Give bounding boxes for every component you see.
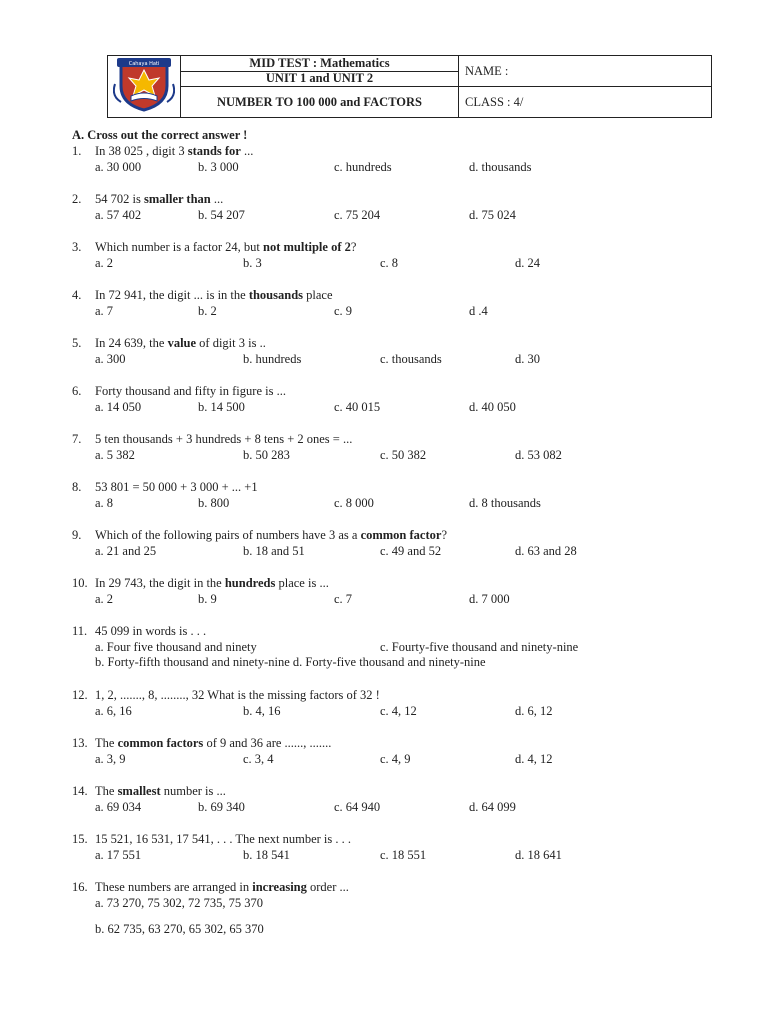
answer-option[interactable]: b. Forty-fifth thousand and ninety-nine d. Forty-five thousand and ninety-nine	[95, 655, 486, 669]
school-logo	[113, 56, 175, 112]
question-stem-end: number is ...	[160, 784, 226, 798]
question-number: 3.	[72, 240, 82, 254]
question-keyword: stands for	[187, 144, 241, 158]
answer-option[interactable]: d. 30	[515, 352, 540, 366]
answer-option[interactable]: a. 14 050	[95, 400, 142, 414]
question-text	[72, 384, 286, 399]
question-stem-end: ...	[240, 144, 254, 158]
question-number: 4.	[72, 288, 82, 302]
answer-option[interactable]: a. 2	[95, 592, 114, 606]
question-number: 12.	[72, 688, 88, 702]
question-stem-end: ...	[210, 192, 224, 206]
question-stem: In 29 743, the digit in the	[95, 576, 225, 590]
answer-option[interactable]: b. 800	[198, 496, 230, 510]
question-stem: 15 521, 16 531, 17 541, . . . The next number is . . .	[95, 832, 351, 846]
question-stem-end: of 9 and 36 are ......, .......	[203, 736, 332, 750]
question-text	[72, 736, 331, 751]
answer-option[interactable]: a. 5 382	[95, 448, 135, 462]
answer-option[interactable]: b. 62 735, 63 270, 65 302, 65 370	[95, 922, 264, 936]
question-stem: In 24 639, the	[95, 336, 168, 350]
question-stem: Which of the following pairs of numbers have 3 as a	[95, 528, 361, 542]
answer-option[interactable]: c. 8	[380, 256, 399, 270]
answer-option[interactable]: c. hundreds	[334, 160, 392, 174]
question-keyword: common factors	[117, 736, 204, 750]
answer-option[interactable]: a. 300	[95, 352, 126, 366]
answer-option[interactable]: a. 7	[95, 304, 114, 318]
question-keyword: smaller than	[143, 192, 211, 206]
test-title: MID TEST : Mathematics	[249, 55, 390, 70]
question-stem: 5 ten thousands + 3 hundreds + 8 tens + 2 ones = ...	[95, 432, 353, 446]
answer-option[interactable]: a. 57 402	[95, 208, 142, 222]
answer-option[interactable]: b. 54 207	[198, 208, 245, 222]
answer-option[interactable]: c. 3, 4	[243, 752, 274, 766]
answer-option[interactable]: d. thousands	[469, 160, 532, 174]
question-number: 11.	[72, 624, 88, 638]
question-stem: Which number is a factor 24, but	[95, 240, 264, 254]
question-text	[72, 288, 333, 303]
question-number: 10.	[72, 576, 88, 590]
answer-option[interactable]: c. 40 015	[334, 400, 381, 414]
title-line-3-cell	[181, 87, 459, 118]
question-number: 7.	[72, 432, 82, 446]
answer-option[interactable]: d .4	[469, 304, 488, 318]
topic-title: NUMBER TO 100 000 and FACTORS	[216, 94, 423, 109]
question-keyword: increasing	[252, 880, 307, 894]
logo-banner-text: Cahaya Hati	[128, 61, 160, 67]
answer-option[interactable]: b. 50 283	[243, 448, 290, 462]
question-text	[72, 784, 226, 799]
class-field[interactable]	[459, 87, 712, 118]
question-stem: These numbers are arranged in	[95, 880, 253, 894]
answer-option[interactable]: c. 7	[334, 592, 353, 606]
answer-option[interactable]: d. 64 099	[469, 800, 516, 814]
question-text	[72, 880, 349, 895]
question-text	[72, 144, 253, 159]
answer-option[interactable]: d. 6, 12	[515, 704, 553, 718]
answer-option[interactable]: c. thousands	[380, 352, 442, 366]
answer-option[interactable]: d. 18 641	[515, 848, 562, 862]
question-stem-end: ?	[350, 240, 357, 254]
question-stem-end: place is ...	[275, 576, 329, 590]
question-number: 16.	[72, 880, 88, 894]
question-number: 8.	[72, 480, 82, 494]
answer-option[interactable]: d. 7 000	[469, 592, 510, 606]
question-number: 2.	[72, 192, 82, 206]
title-line-2-cell	[181, 71, 459, 87]
question-text	[72, 688, 380, 703]
answer-option[interactable]: b. 18 541	[243, 848, 290, 862]
name-label: NAME :	[465, 63, 509, 78]
question-text	[72, 832, 351, 847]
section-a-heading: A. Cross out the correct answer !	[72, 128, 248, 142]
answer-option[interactable]: c. 9	[334, 304, 353, 318]
question-stem: In 72 941, the digit ... is in the	[95, 288, 249, 302]
school-logo-cell	[108, 56, 181, 118]
question-text	[72, 240, 356, 255]
answer-option[interactable]: a. 6, 16	[95, 704, 132, 718]
answer-option[interactable]: d. 8 thousands	[469, 496, 541, 510]
question-number: 15.	[72, 832, 88, 846]
question-text	[72, 432, 352, 447]
question-keyword: not multiple of 2	[263, 240, 351, 254]
answer-option[interactable]: b. 3	[243, 256, 262, 270]
question-stem: The	[95, 736, 118, 750]
question-text	[72, 336, 266, 351]
question-stem: 45 099 in words is . . .	[95, 624, 207, 638]
answer-option[interactable]: c. 49 and 52	[380, 544, 442, 558]
answer-option[interactable]: d. 63 and 28	[515, 544, 577, 558]
class-label: CLASS : 4/	[465, 94, 524, 109]
question-stem: The	[95, 784, 118, 798]
title-line-1-cell	[181, 56, 459, 72]
answer-option[interactable]: d. 53 082	[515, 448, 562, 462]
question-stem: In 38 025 , digit 3	[95, 144, 188, 158]
question-number: 6.	[72, 384, 82, 398]
answer-option[interactable]: a. 8	[95, 496, 114, 510]
answer-option[interactable]: c. 75 204	[334, 208, 381, 222]
question-stem-end: place	[303, 288, 333, 302]
answer-option[interactable]: c. 4, 9	[380, 752, 411, 766]
answer-option[interactable]: c. Fourty-five thousand and ninety-nine	[380, 640, 579, 654]
answer-option[interactable]: a. 17 551	[95, 848, 142, 862]
answer-option[interactable]: a. Four five thousand and ninety	[95, 640, 257, 654]
question-stem-end: of digit 3 is ..	[196, 336, 266, 350]
answer-option[interactable]: d. 40 050	[469, 400, 516, 414]
question-keyword: value	[167, 336, 197, 350]
question-number: 9.	[72, 528, 82, 542]
question-keyword: thousands	[248, 288, 304, 302]
answer-option[interactable]: d. 75 024	[469, 208, 516, 222]
answer-option[interactable]: c. 50 382	[380, 448, 427, 462]
answer-option[interactable]: c. 18 551	[380, 848, 427, 862]
answer-option[interactable]: d. 4, 12	[515, 752, 553, 766]
question-number: 1.	[72, 144, 82, 158]
question-stem-end: ?	[441, 528, 447, 542]
answer-option[interactable]: b. 2	[198, 304, 217, 318]
answer-option[interactable]: b. hundreds	[243, 352, 302, 366]
question-text	[72, 624, 206, 639]
question-text	[72, 576, 329, 591]
answer-option[interactable]: b. 18 and 51	[243, 544, 305, 558]
question-keyword: hundreds	[224, 576, 276, 590]
question-stem: 1, 2, ......., 8, ........, 32 What is the missing factors of 32 !	[95, 688, 380, 702]
answer-option[interactable]: d. 24	[515, 256, 540, 270]
answer-option[interactable]: a. 2	[95, 256, 114, 270]
unit-title: UNIT 1 and UNIT 2	[265, 71, 374, 86]
question-keyword: smallest	[117, 784, 161, 798]
answer-option[interactable]: c. 64 940	[334, 800, 381, 814]
question-stem: Forty thousand and fifty in figure is ...	[95, 384, 286, 398]
answer-option[interactable]: b. 3 000	[198, 160, 239, 174]
question-stem: 53 801 = 50 000 + 3 000 + ... +1	[95, 480, 258, 494]
answer-option[interactable]: a. 69 034	[95, 800, 142, 814]
question-text	[72, 480, 258, 495]
answer-option[interactable]: a. 3, 9	[95, 752, 126, 766]
answer-option[interactable]: a. 30 000	[95, 160, 142, 174]
question-number: 5.	[72, 336, 82, 350]
question-stem: 54 702 is	[95, 192, 144, 206]
name-field[interactable]	[459, 56, 712, 87]
answer-option[interactable]: c. 8 000	[334, 496, 374, 510]
question-number: 14.	[72, 784, 88, 798]
answer-option[interactable]: b. 9	[198, 592, 217, 606]
header-table	[107, 55, 712, 118]
question-text	[72, 528, 447, 543]
answer-option[interactable]: b. 14 500	[198, 400, 245, 414]
question-text	[72, 192, 223, 207]
answer-option[interactable]: b. 69 340	[198, 800, 245, 814]
question-number: 13.	[72, 736, 88, 750]
answer-option[interactable]: a. 73 270, 75 302, 72 735, 75 370	[95, 896, 264, 910]
answer-option[interactable]: a. 21 and 25	[95, 544, 157, 558]
answer-option[interactable]: b. 4, 16	[243, 704, 281, 718]
question-keyword: common factor	[360, 528, 442, 542]
question-stem-end: order ...	[306, 880, 349, 894]
answer-option[interactable]: c. 4, 12	[380, 704, 417, 718]
